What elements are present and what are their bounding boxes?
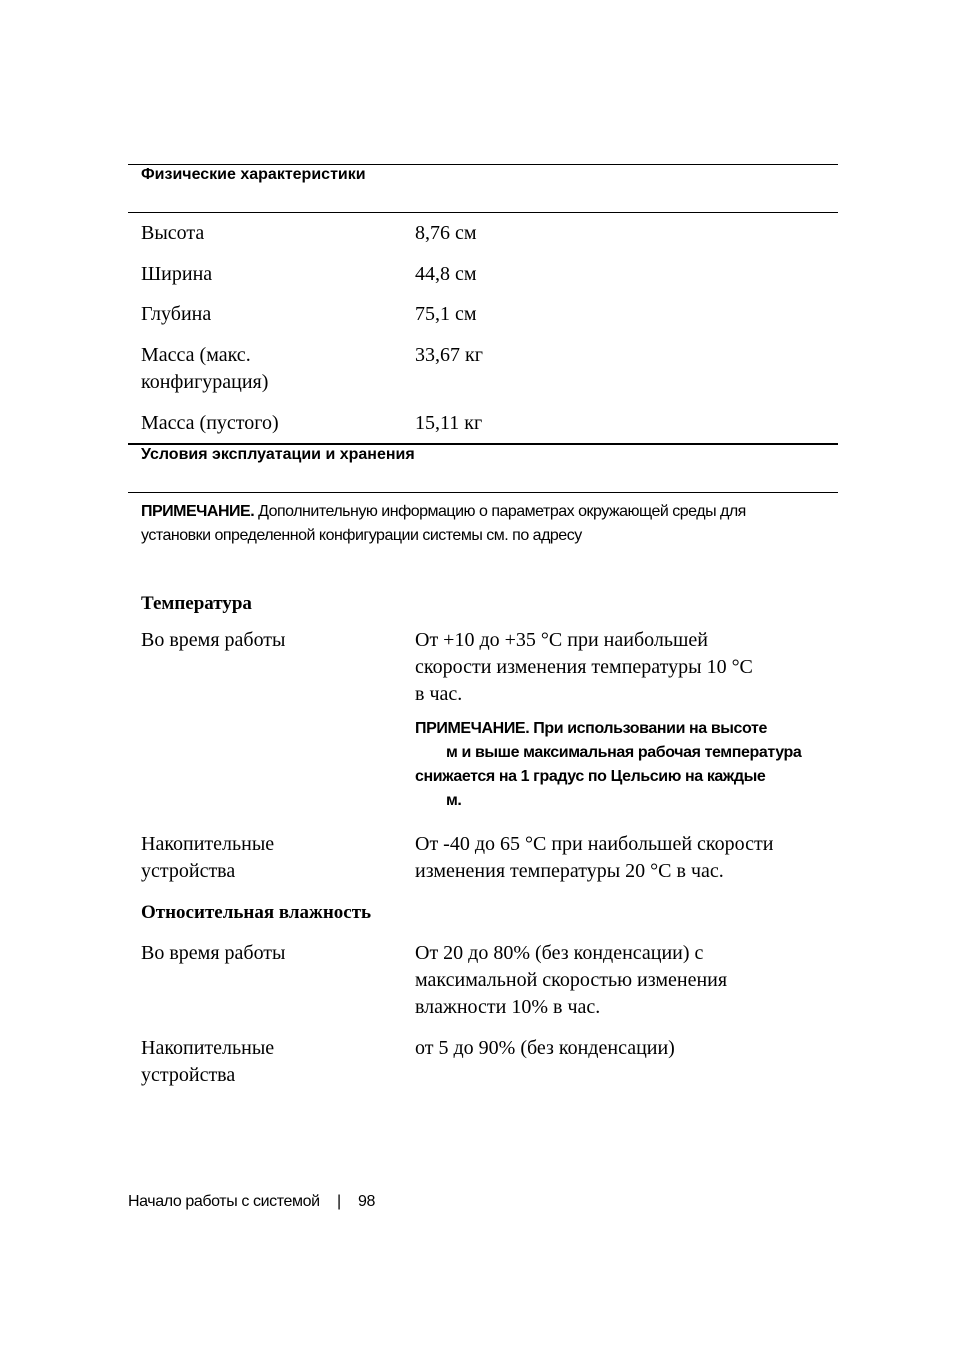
- physical-heading: Физические характеристики: [141, 166, 366, 183]
- altitude-note-line: м и выше максимальная рабочая температура: [446, 744, 802, 761]
- altitude-note-line: снижается на 1 градус по Цельсию на каждые: [415, 768, 766, 785]
- humidity-storage-value: от 5 до 90% (без конденсации): [415, 1037, 675, 1059]
- temp-operating-line: скорости изменения температуры 10 °C: [415, 656, 753, 678]
- temp-operating-label: Во время работы: [141, 629, 286, 651]
- environment-note: [141, 500, 746, 548]
- temp-operating-value: [415, 627, 753, 708]
- environment-top-rule: [128, 443, 838, 445]
- note-line1: Дополнительную информацию о параметрах окружающей среды для: [258, 503, 746, 520]
- temp-storage-value: [415, 831, 773, 885]
- temp-storage-line: изменения температуры 20 °C в час.: [415, 860, 724, 882]
- humidity-operating-value: [415, 940, 727, 1021]
- environment-heading: Условия эксплуатации и хранения: [141, 446, 415, 463]
- altitude-note-line: м.: [446, 792, 462, 809]
- height-value: 8,76 см: [415, 222, 477, 244]
- footer-section: Начало работы с системой: [128, 1193, 320, 1210]
- temp-operating-line: в час.: [415, 683, 463, 705]
- max-weight-value: 33,67 кг: [415, 344, 483, 366]
- humidity-heading: Относительная влажность: [141, 902, 372, 923]
- width-label: Ширина: [141, 263, 213, 285]
- temperature-heading: Температура: [141, 593, 252, 614]
- footer-separator: |: [337, 1193, 341, 1210]
- altitude-note-line: ПРИМЕЧАНИЕ. При использовании на высоте: [415, 720, 767, 737]
- environment-heading-rule: [128, 492, 838, 493]
- humidity-storage-label-line: Накопительные: [141, 1037, 275, 1059]
- note-line2: установки определенной конфигурации системы см. по адресу: [141, 527, 582, 544]
- max-weight-label-line1: Масса (макс.: [141, 344, 251, 366]
- empty-weight-label: Масса (пустого): [141, 412, 279, 434]
- temp-storage-label-line: Накопительные: [141, 833, 275, 855]
- altitude-note: [415, 717, 801, 813]
- humidity-storage-label-line: устройства: [141, 1064, 236, 1086]
- temp-storage-label-line: устройства: [141, 860, 236, 882]
- width-value: 44,8 см: [415, 263, 477, 285]
- empty-weight-value: 15,11 кг: [415, 412, 483, 434]
- temp-storage-label: [141, 831, 274, 885]
- page-number: 98: [358, 1193, 375, 1210]
- top-rule: [128, 164, 838, 165]
- humidity-operating-line: максимальной скоростью изменения: [415, 969, 728, 991]
- height-label: Высота: [141, 222, 205, 244]
- physical-heading-rule: [128, 212, 838, 213]
- temp-operating-line: От +10 до +35 °C при наибольшей: [415, 629, 708, 651]
- humidity-operating-line: влажности 10% в час.: [415, 996, 601, 1018]
- depth-value: 75,1 см: [415, 303, 477, 325]
- depth-label: Глубина: [141, 303, 212, 325]
- temp-storage-line: От -40 до 65 °C при наибольшей скорости: [415, 833, 774, 855]
- humidity-operating-label: Во время работы: [141, 942, 286, 964]
- note-label: ПРИМЕЧАНИЕ.: [141, 503, 255, 520]
- max-weight-label-line2: конфигурация): [141, 371, 269, 393]
- humidity-storage-label: [141, 1035, 274, 1089]
- humidity-operating-line: От 20 до 80% (без конденсации) с: [415, 942, 704, 964]
